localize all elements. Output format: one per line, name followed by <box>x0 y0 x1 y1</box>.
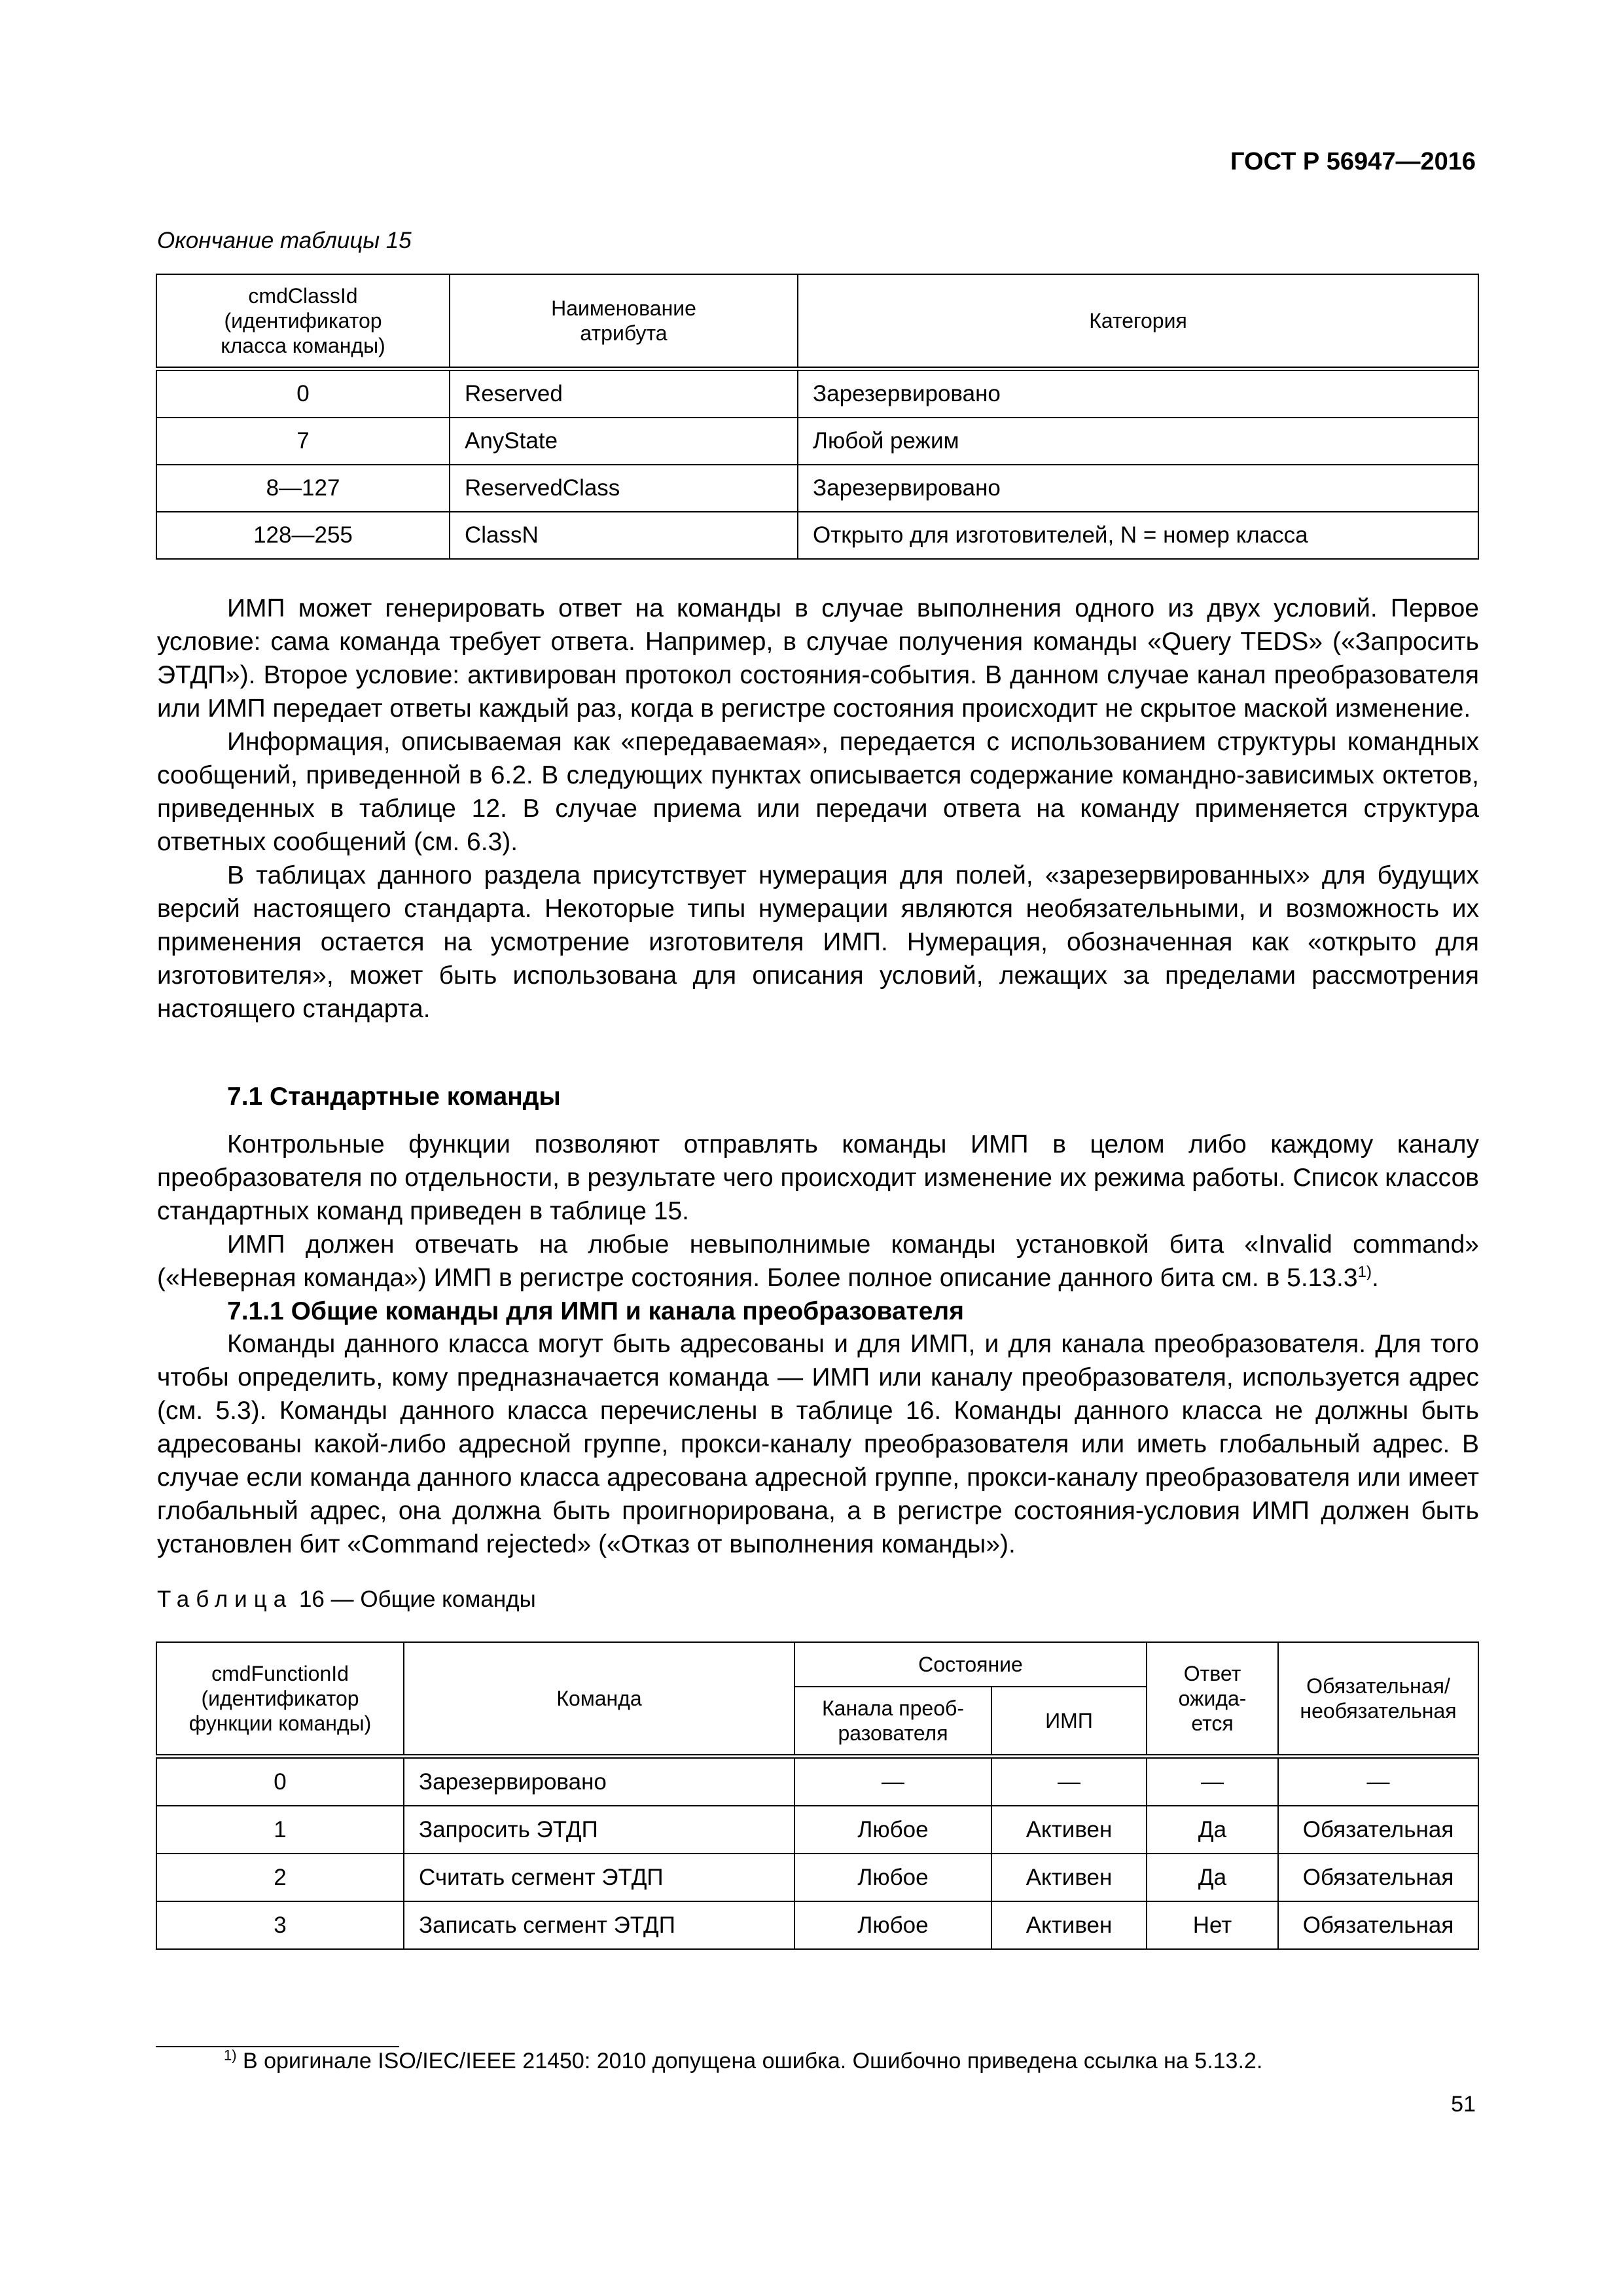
cell-reply: — <box>1147 1757 1278 1806</box>
footnote-text: В оригинале ISO/IEC/IEEE 21450: 2010 допущена ошибка. Ошибочно приведена ссылка на 5.13.2. <box>236 2049 1263 2073</box>
section-7-1-body <box>157 1128 1479 1295</box>
header-attribute-name: Наименование атрибута <box>450 274 798 369</box>
cell-state-nciu: Активен <box>991 1806 1147 1854</box>
cell-id: 128—255 <box>156 512 450 559</box>
cell-category: Зарезервировано <box>798 369 1478 418</box>
header-state: Состояние <box>794 1642 1147 1687</box>
cell-id: 7 <box>156 418 450 465</box>
header-function-id: cmdFunctionId (идентификатор функции команды) <box>156 1642 404 1757</box>
header-state-channel: Канала преоб- разователя <box>794 1687 991 1757</box>
cell-attribute: ClassN <box>450 512 798 559</box>
paragraph: Контрольные функции позволяют отправлять команды ИМП в целом либо каждому каналу преобразователя по отдельности, в результате чего происходит изменение их режима работы. Список классов стандартных команд приведен в таблице 15. <box>157 1130 1479 1225</box>
footnote-divider <box>156 2046 399 2047</box>
table-row <box>156 1806 1478 1854</box>
table16-caption <box>157 1587 536 1613</box>
cell-state-nciu: Активен <box>991 1854 1147 1901</box>
cell-mandatory: — <box>1278 1757 1478 1806</box>
footnote <box>224 2049 1262 2074</box>
cell-state-channel: — <box>794 1757 991 1806</box>
cell-reply: Да <box>1147 1854 1278 1901</box>
header-mandatory: Обязательная/ необязательная <box>1278 1642 1478 1757</box>
cell-id: 2 <box>156 1854 404 1901</box>
cell-category: Любой режим <box>798 418 1478 465</box>
table-16 <box>156 1641 1479 1950</box>
cell-id: 0 <box>156 369 450 418</box>
table-caption-text: 16 — Общие команды <box>298 1587 536 1612</box>
cell-mandatory: Обязательная <box>1278 1854 1478 1901</box>
header-command: Команда <box>404 1642 794 1757</box>
table-row <box>156 512 1478 559</box>
table-15 <box>156 274 1479 560</box>
cell-command: Зарезервировано <box>404 1757 794 1806</box>
section-7-1 <box>157 1080 1479 1113</box>
cell-id: 0 <box>156 1757 404 1806</box>
document-id: ГОСТ Р 56947—2016 <box>1230 148 1476 175</box>
cell-state-channel: Любое <box>794 1854 991 1901</box>
subsection-heading: 7.1.1 Общие команды для ИМП и канала преобразователя <box>227 1297 964 1325</box>
intro-paragraphs <box>157 592 1479 1026</box>
cell-command: Запросить ЭТДП <box>404 1806 794 1854</box>
table-row <box>156 1854 1478 1901</box>
section-heading: 7.1 Стандартные команды <box>227 1083 561 1111</box>
cell-mandatory: Обязательная <box>1278 1901 1478 1949</box>
cell-id: 1 <box>156 1806 404 1854</box>
header-cmdclassid: cmdClassId (идентификатор класса команды) <box>156 274 450 369</box>
cell-state-channel: Любое <box>794 1806 991 1854</box>
page-number: 51 <box>1451 2092 1476 2117</box>
cell-command: Считать сегмент ЭТДП <box>404 1854 794 1901</box>
section-7-1-1 <box>157 1295 1479 1328</box>
table-header-row <box>156 274 1478 369</box>
header-state-nciu: ИМП <box>991 1687 1147 1757</box>
table-row <box>156 1757 1478 1806</box>
paragraph: Информация, описываемая как «передаваемая», передается с использованием структуры командных сообщений, приведенной в 6.2. В следующих пунктах описывается содержание командно-зависимых октетов, приведенных в таблице 12. В случае приема или передачи ответа на команду применяется структура ответных сообщений (см. 6.3). <box>157 728 1479 856</box>
cell-state-nciu: Активен <box>991 1901 1147 1949</box>
footnote-ref[interactable]: 1) <box>1357 1263 1372 1281</box>
cell-attribute: AnyState <box>450 418 798 465</box>
cell-reply: Да <box>1147 1806 1278 1854</box>
table-caption-label: Таблица <box>157 1587 293 1612</box>
cell-attribute: Reserved <box>450 369 798 418</box>
header-reply: Ответ ожида- ется <box>1147 1642 1278 1757</box>
cell-category: Открыто для изготовителей, N = номер класса <box>798 512 1478 559</box>
table-row <box>156 1901 1478 1949</box>
footnote-marker: 1) <box>224 2047 237 2064</box>
table-row <box>156 369 1478 418</box>
cell-id: 8—127 <box>156 465 450 512</box>
cell-attribute: ReservedClass <box>450 465 798 512</box>
cell-category: Зарезервировано <box>798 465 1478 512</box>
paragraph <box>157 1228 1479 1295</box>
paragraph: ИМП может генерировать ответ на команды в случае выполнения одного из двух условий. Первое условие: сама команда требует ответа. Например, в случае получения команды «Query TEDS» («Запросить ЭТДП»). Второе условие: активирован протокол состояния-события. В данном случае канал преобразователя или ИМП передает ответы каждый раз, когда в регистре состояния происходит не скрытое маской изменение. <box>157 594 1479 723</box>
table15-continuation-caption: Окончание таблицы 15 <box>157 228 412 253</box>
paragraph: Команды данного класса могут быть адресованы и для ИМП, и для канала преобразователя. Для того чтобы определить, кому предназначается команда — ИМП или каналу преобразователя, используется адрес (см. 5.3). Команды данного класса перечислены в таблице 16. Команды данного класса не должны быть адресованы какой-либо адресной группе, прокси-каналу преобразователя или иметь глобальный адрес. В случае если команда данного класса адресована адресной группе, прокси-каналу преобразователя или имеет глобальный адрес, она должна быть проигнорирована, а в регистре состояния-условия ИМП должен быть установлен бит «Command rejected» («Отказ от выполнения команды»). <box>157 1330 1479 1558</box>
header-category: Категория <box>798 274 1478 369</box>
cell-state-channel: Любое <box>794 1901 991 1949</box>
paragraph-end: . <box>1371 1264 1379 1292</box>
cell-reply: Нет <box>1147 1901 1278 1949</box>
paragraph-text: ИМП должен отвечать на любые невыполнимые команды установкой бита «Invalid command» («Неверная команда») ИМП в регистре состояния. Более полное описание данного бита см. в 5.13.3 <box>157 1230 1479 1292</box>
cell-id: 3 <box>156 1901 404 1949</box>
paragraph: В таблицах данного раздела присутствует нумерация для полей, «зарезервированных» для будущих версий настоящего стандарта. Некоторые типы нумерации являются необязательными, и возможность их применения остается на усмотрение изготовителя ИМП. Нумерация, обозначенная как «открыто для изготовителя», может быть использована для описания условий, лежащих за пределами рассмотрения настоящего стандарта. <box>157 861 1479 1023</box>
section-7-1-1-body <box>157 1327 1479 1561</box>
table-header-row <box>156 1642 1478 1687</box>
table-row <box>156 418 1478 465</box>
cell-state-nciu: — <box>991 1757 1147 1806</box>
cell-mandatory: Обязательная <box>1278 1806 1478 1854</box>
cell-command: Записать сегмент ЭТДП <box>404 1901 794 1949</box>
table-row <box>156 465 1478 512</box>
